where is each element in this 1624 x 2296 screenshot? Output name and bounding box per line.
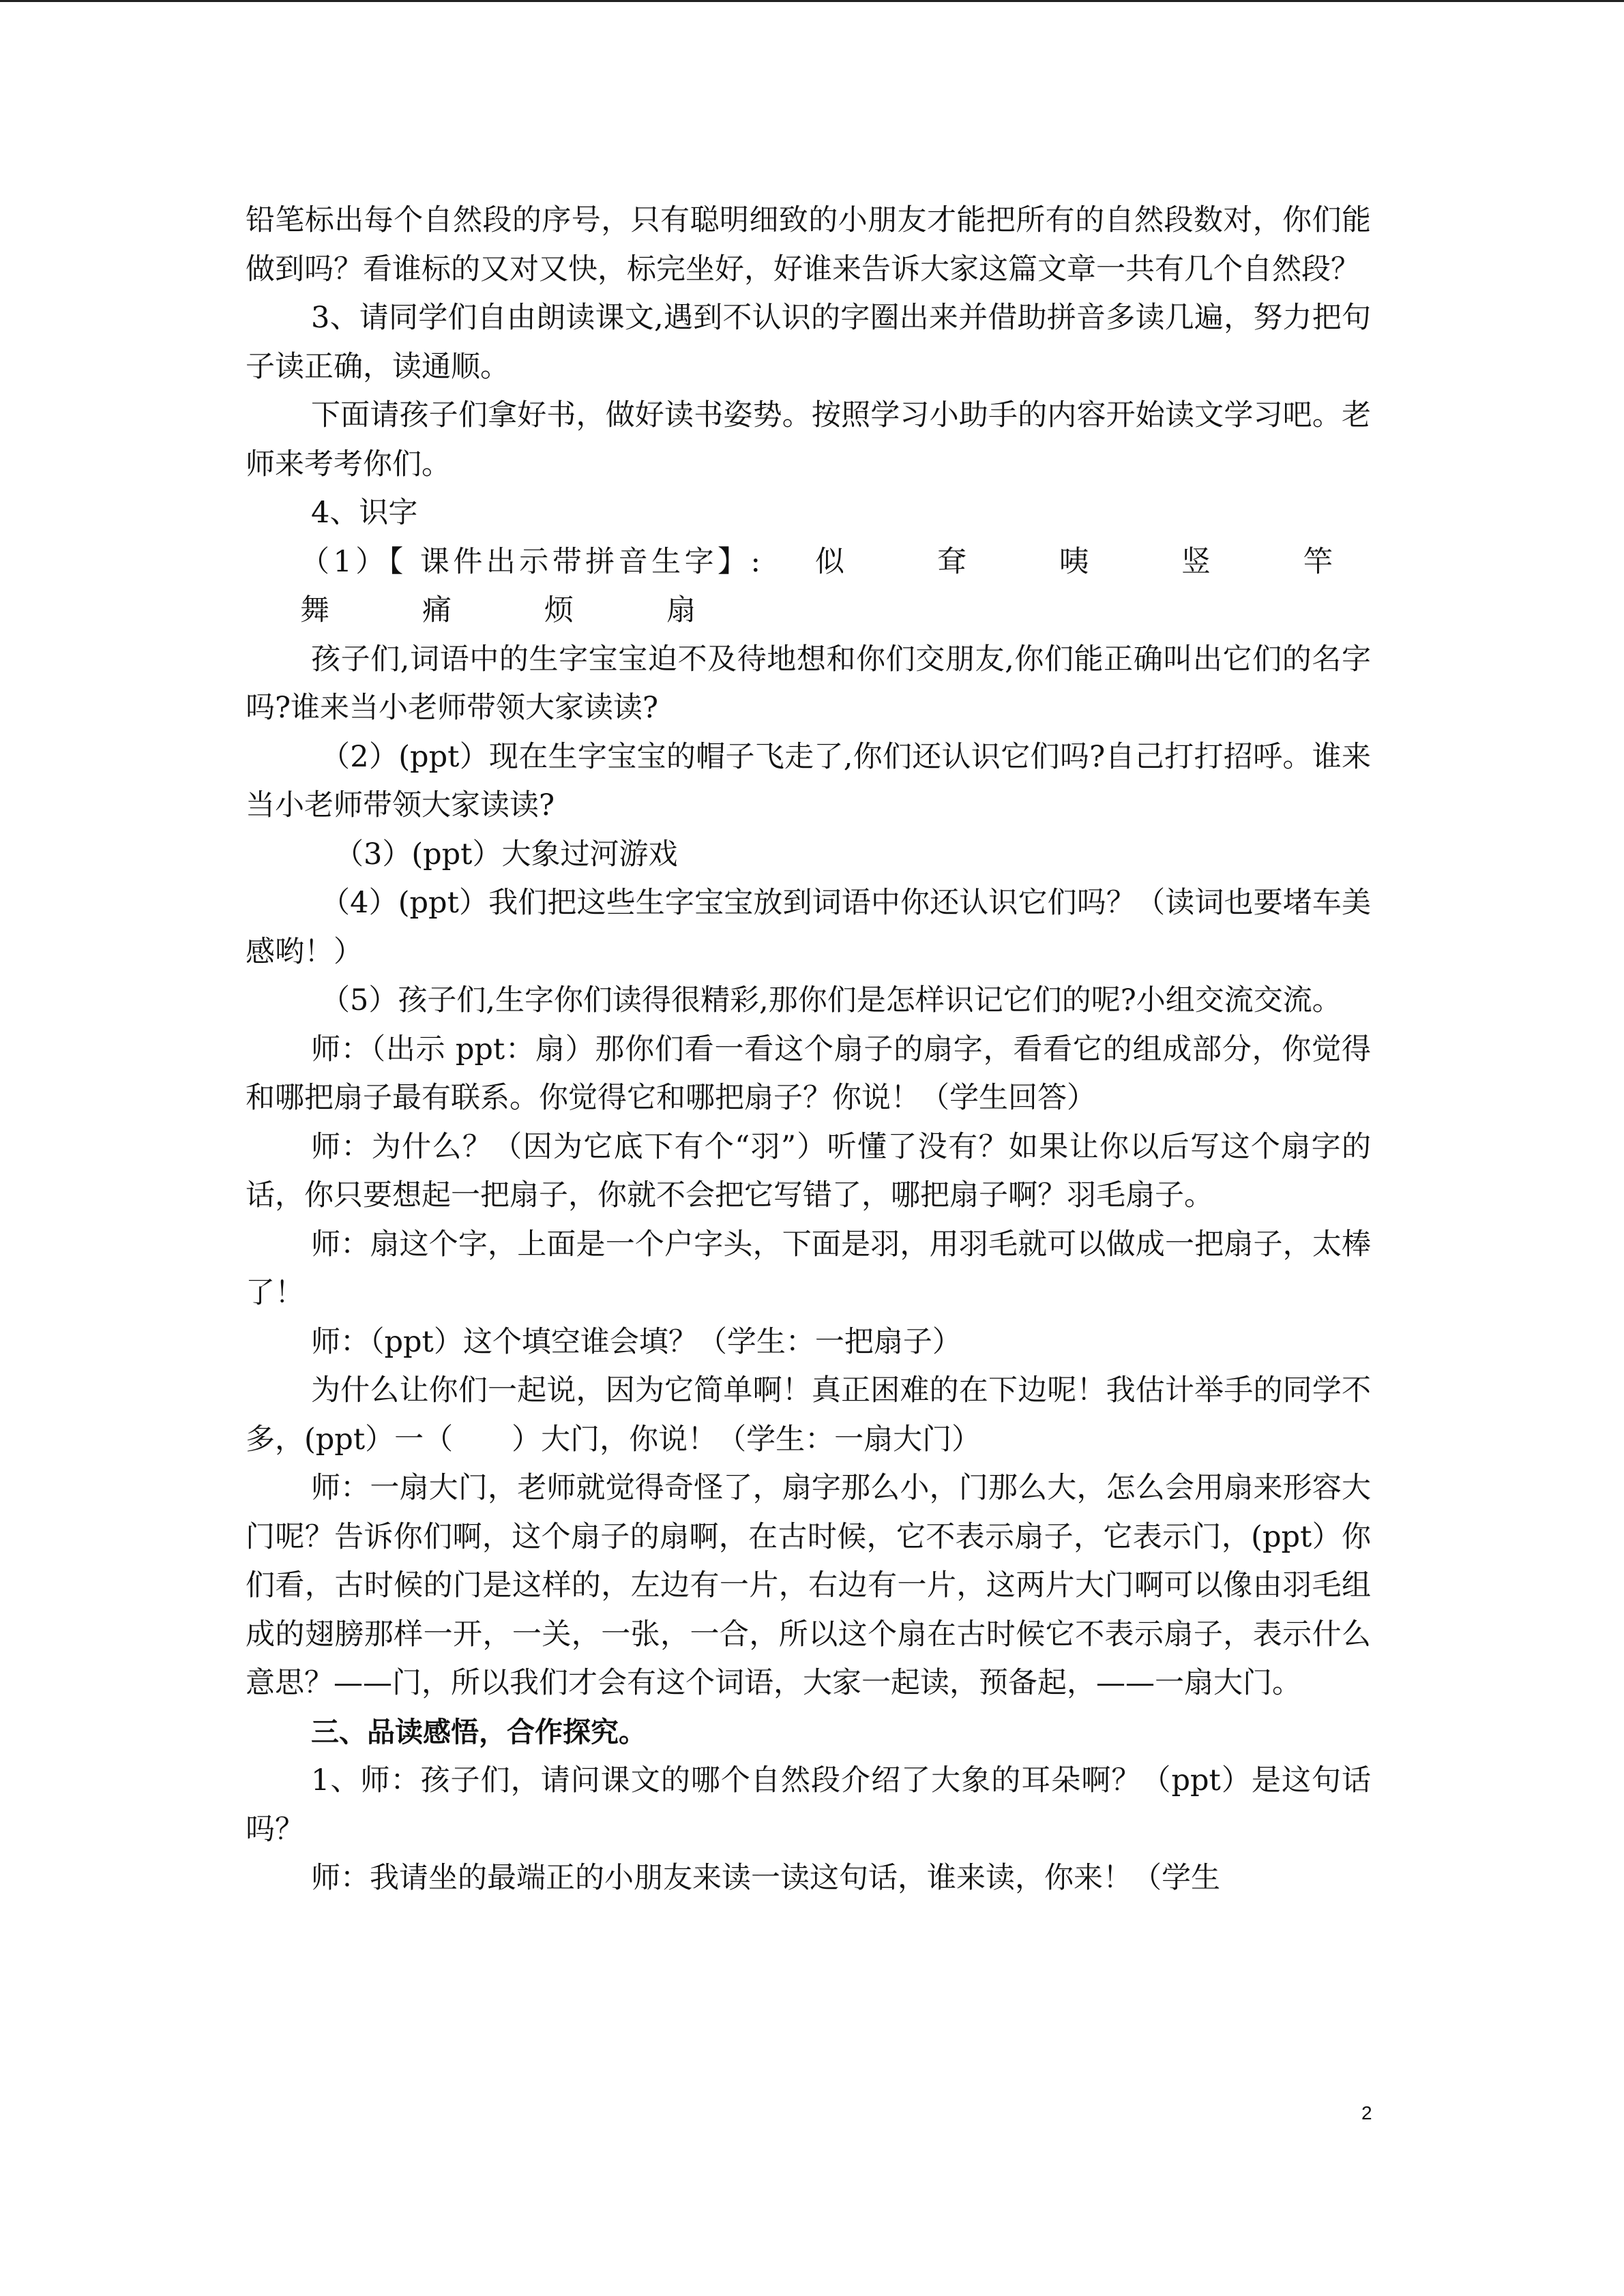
- section-heading-3: 三、品读感悟，合作探究。: [311, 1715, 647, 1748]
- paragraph-reading-posture: 下面请孩子们拿好书，做好读书姿势。按照学习小助手的内容开始读文学习吧。老师来考考你们。: [246, 398, 1371, 481]
- page-number: 2: [1361, 2102, 1372, 2123]
- character-item: 竿: [1303, 544, 1333, 579]
- character-item: 痛: [422, 593, 452, 627]
- character-item: 竖: [1181, 544, 1211, 579]
- paragraph-reading-instruction: 3、请同学们自由朗读课文,遇到不认识的字圈出来并借助拼音多读几遍，努力把句子读正确，读通顺。: [246, 301, 1371, 384]
- document-body: [246, 196, 1371, 1903]
- character-item: 耷: [937, 544, 966, 579]
- character-item: 扇: [666, 593, 696, 627]
- paragraph-teacher-fill-blank: 师：（ppt）这个填空谁会填？（学生：一把扇子）: [311, 1324, 962, 1359]
- section-literacy-title: 4、识字: [311, 496, 418, 530]
- paragraph-ears-question: 1、师：孩子们，请问课文的哪个自然段介绍了大象的耳朵啊？（ppt）是这句话吗？: [246, 1763, 1371, 1847]
- character-item: 咦: [1059, 544, 1089, 579]
- paragraph-teacher-shan-1: 师：（出示 ppt：扇）那你们看一看这个扇子的扇字，看看它的组成部分，你觉得和哪把扇子最有联系。你觉得它和哪把扇子？你说！（学生回答）: [246, 1032, 1371, 1115]
- character-item: 似: [815, 544, 844, 579]
- paragraph-fill-blank-door: 为什么让你们一起说，因为它简单啊！真正困难的在下边呢！我估计举手的同学不多，(ppt）一（ ）大门，你说！（学生：一扇大门）: [246, 1373, 1371, 1457]
- paragraph-read-sentence: 师：我请坐的最端正的小朋友来读一读这句话，谁来读，你来！（学生: [311, 1861, 1220, 1895]
- paragraph-step-4: （4）(ppt）我们把这些生字宝宝放到词语中你还认识它们吗？（读词也要堵车美感哟！）: [246, 886, 1371, 969]
- paragraph-1: 铅笔标出每个自然段的序号，只有聪明细致的小朋友才能把所有的自然段数对，你们能做到吗？看谁标的又对又快，标完坐好，好谁来告诉大家这篇文章一共有几个自然段？: [246, 203, 1371, 286]
- new-characters-line: [246, 538, 1371, 636]
- paragraph-teacher-shan-2: 师：为什么？（因为它底下有个“羽”）听懂了没有？如果让你以后写这个扇字的话，你只要想起一把扇子，你就不会把它写错了，哪把扇子啊？羽毛扇子。: [246, 1129, 1371, 1212]
- character-item: 舞: [300, 593, 329, 627]
- character-item: 烦: [544, 593, 574, 627]
- new-characters-prefix: （1）【 课件出示带拼音生字】:: [300, 544, 761, 579]
- paragraph-new-words-intro: 孩子们,词语中的生字宝宝迫不及待地想和你们交朋友,你们能正确叫出它们的名字吗?谁来当小老师带领大家读读?: [246, 642, 1371, 725]
- paragraph-step-3: （3）(ppt）大象过河游戏: [334, 837, 678, 871]
- paragraph-step-2: （2）(ppt）现在生字宝宝的帽子飞走了,你们还认识它们吗?自己打打招呼。谁来当小老师带领大家读读?: [246, 739, 1371, 822]
- paragraph-teacher-door-explanation: 师：一扇大门，老师就觉得奇怪了，扇字那么小，门那么大，怎么会用扇来形容大门呢？告诉你们啊，这个扇子的扇啊，在古时候，它不表示扇子，它表示门，(ppt）你们看，古时候的门是这样的，左边有一片，右边有一片，这两片大门啊可以像由羽毛组成的翅膀那样一开，一关，一张，一合，所以这个扇在古时候它不表示扇子，表示什么意思？——门，所以我们才会有这个词语，大家一起读，预备起，——一扇大门。: [246, 1471, 1371, 1700]
- paragraph-step-5: （5）孩子们,生字你们读得很精彩,那你们是怎样识记它们的呢?小组交流交流。: [321, 983, 1342, 1017]
- paragraph-teacher-shan-3: 师：扇这个字，上面是一个户字头，下面是羽，用羽毛就可以做成一把扇子，太棒了！: [246, 1227, 1371, 1310]
- page-top-border: [0, 0, 1624, 2]
